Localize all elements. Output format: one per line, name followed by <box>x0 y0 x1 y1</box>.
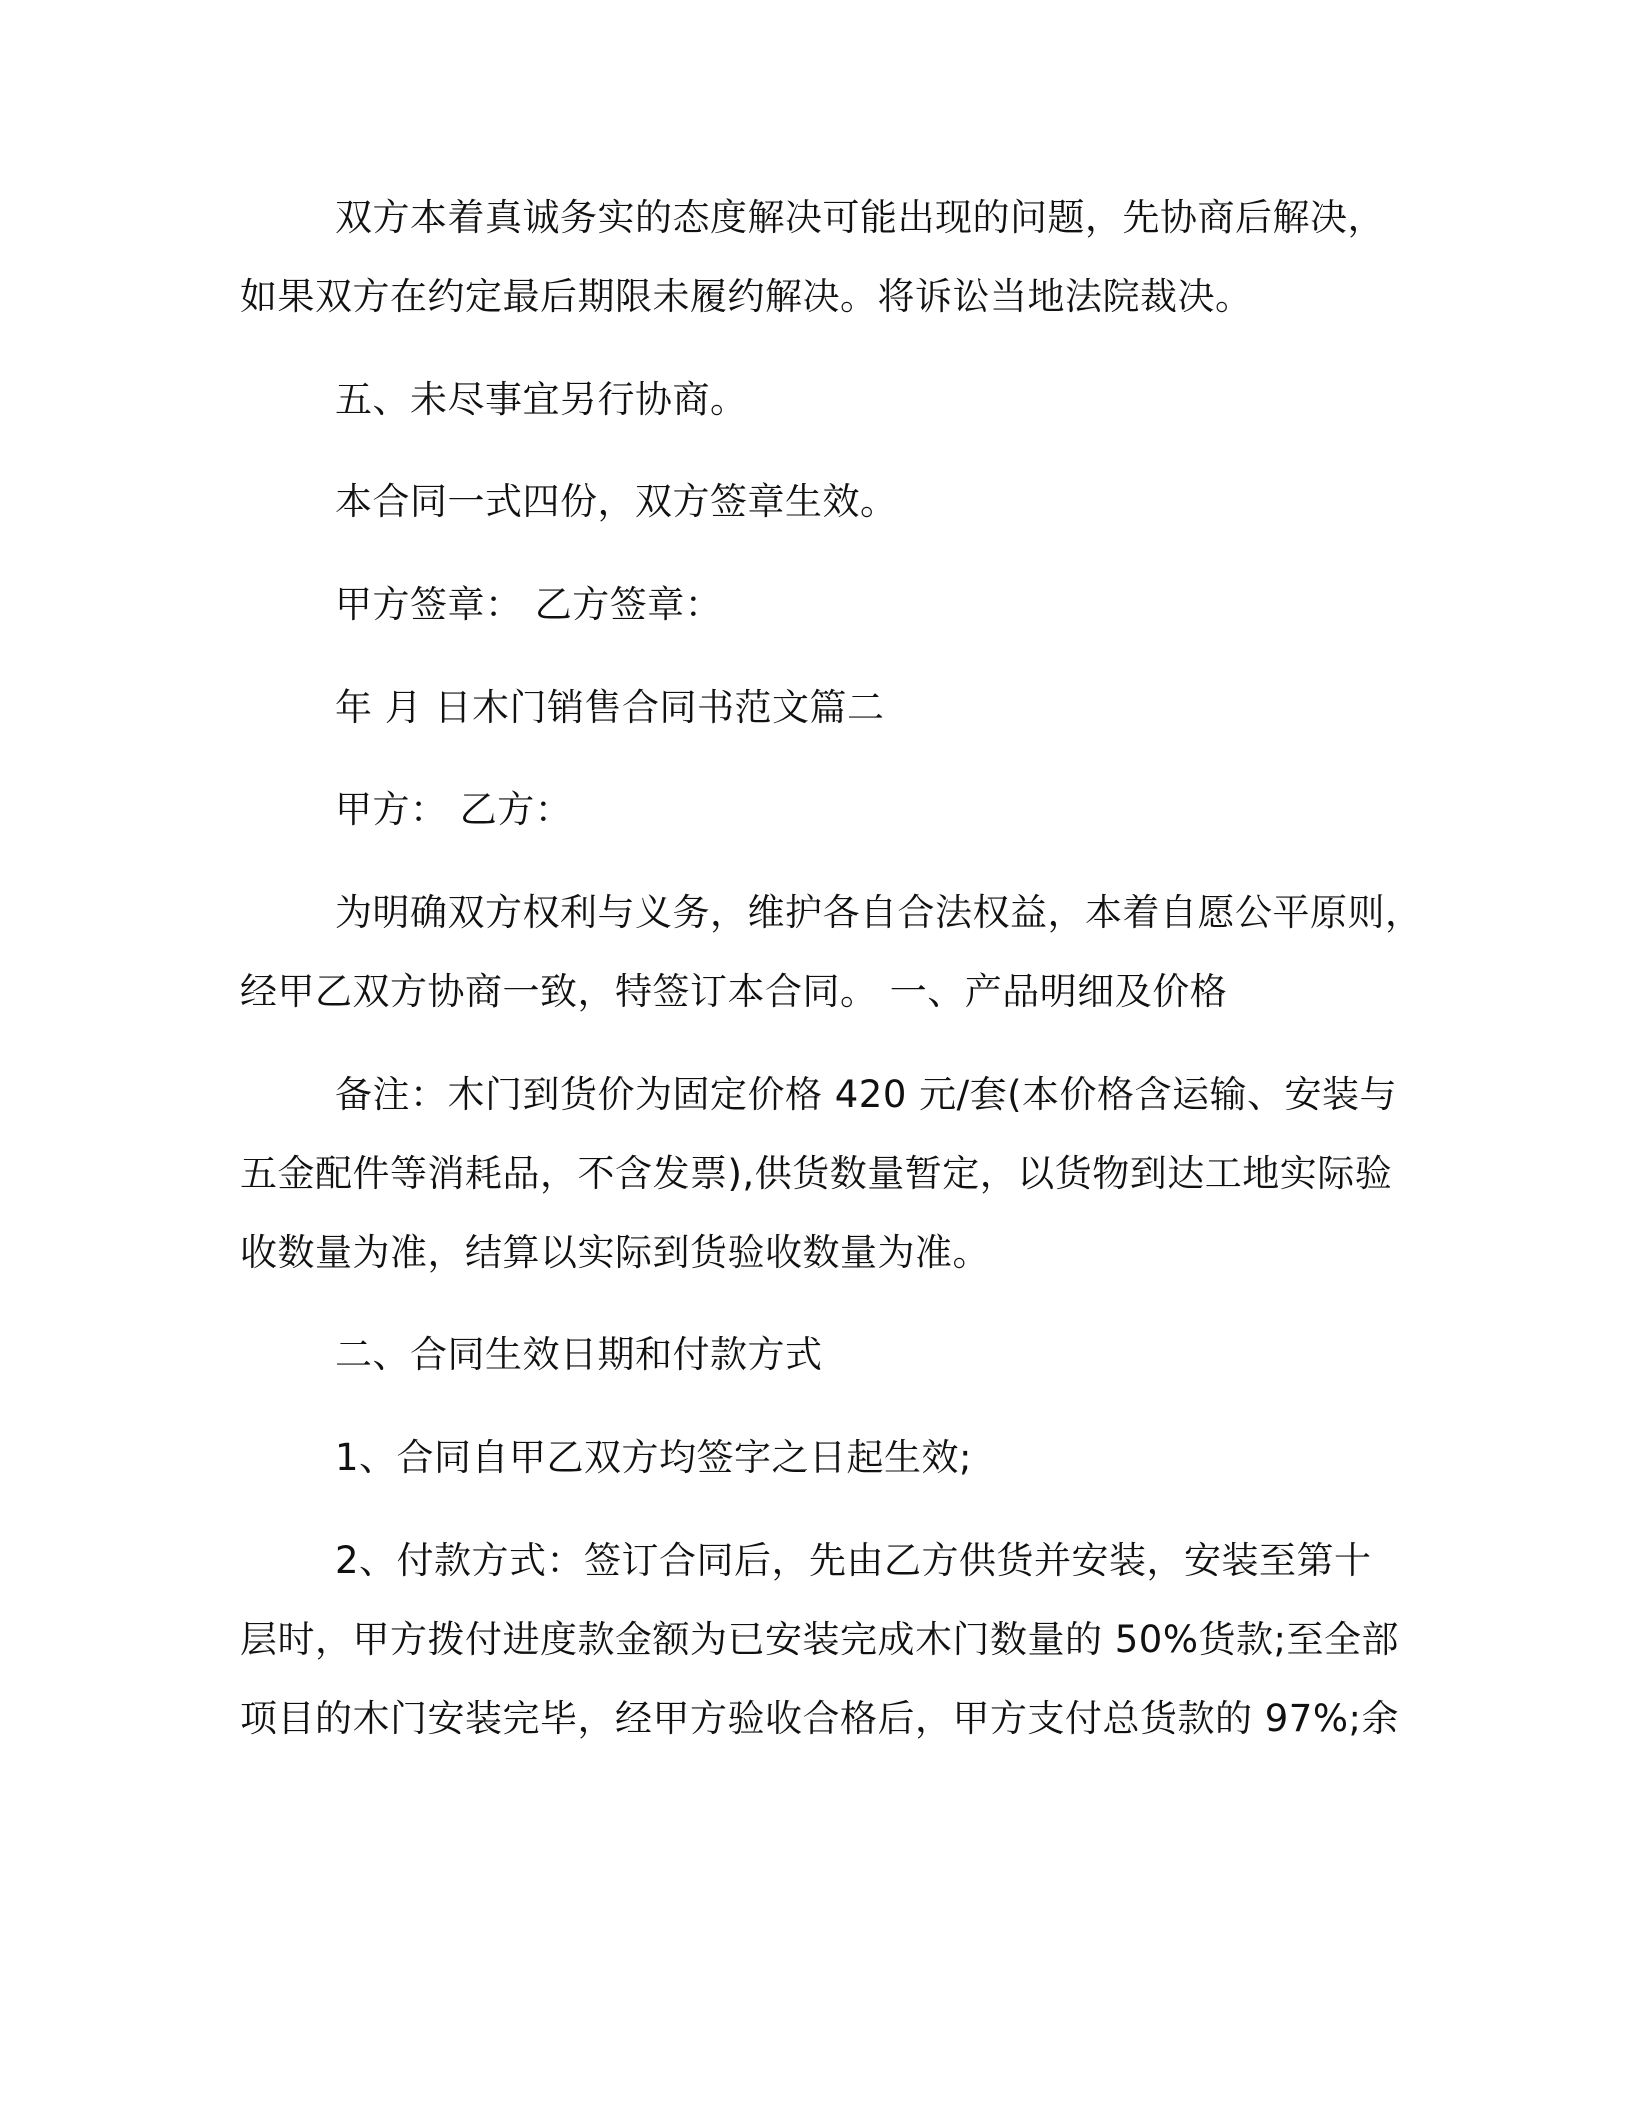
paragraph-line: 本合同一式四份，双方签章生效。 <box>335 480 898 523</box>
note-line: 五金配件等消耗品，不含发票),供货数量暂定，以货物到达工地实际验 <box>240 1152 1393 1195</box>
paragraph-line: 如果双方在约定最后期限未履约解决。将诉讼当地法院裁决。 <box>240 275 1253 318</box>
paragraph-line: 为明确双方权利与义务，维护各自合法权益，本着自愿公平原则， <box>335 891 1423 934</box>
signature-line: 甲方签章： 乙方签章： <box>335 583 723 626</box>
document-title-line: 年 月 日木门销售合同书范文篇二 <box>335 686 885 729</box>
note-line: 备注：木门到货价为固定价格 420 元/套(本价格含运输、安装与 <box>335 1073 1398 1116</box>
clause-line: 2、付款方式：签订合同后，先由乙方供货并安装，安装至第十 <box>335 1539 1372 1582</box>
clause-line: 项目的木门安装完毕，经甲方验收合格后，甲方支付总货款的 97%;余 <box>240 1697 1399 1740</box>
paragraph-line: 双方本着真诚务实的态度解决可能出现的问题，先协商后解决， <box>335 196 1385 239</box>
note-line: 收数量为准，结算以实际到货验收数量为准。 <box>240 1231 990 1274</box>
section-heading: 五、未尽事宜另行协商。 <box>335 378 748 421</box>
clause-line: 1、合同自甲乙双方均签字之日起生效; <box>335 1436 973 1479</box>
parties-line: 甲方： 乙方： <box>335 788 573 831</box>
paragraph-line: 经甲乙双方协商一致，特签订本合同。 一、产品明细及价格 <box>240 970 1228 1013</box>
section-heading: 二、合同生效日期和付款方式 <box>335 1333 823 1376</box>
clause-line: 层时，甲方拨付进度款金额为已安装完成木门数量的 50%货款;至全部 <box>240 1618 1399 1661</box>
